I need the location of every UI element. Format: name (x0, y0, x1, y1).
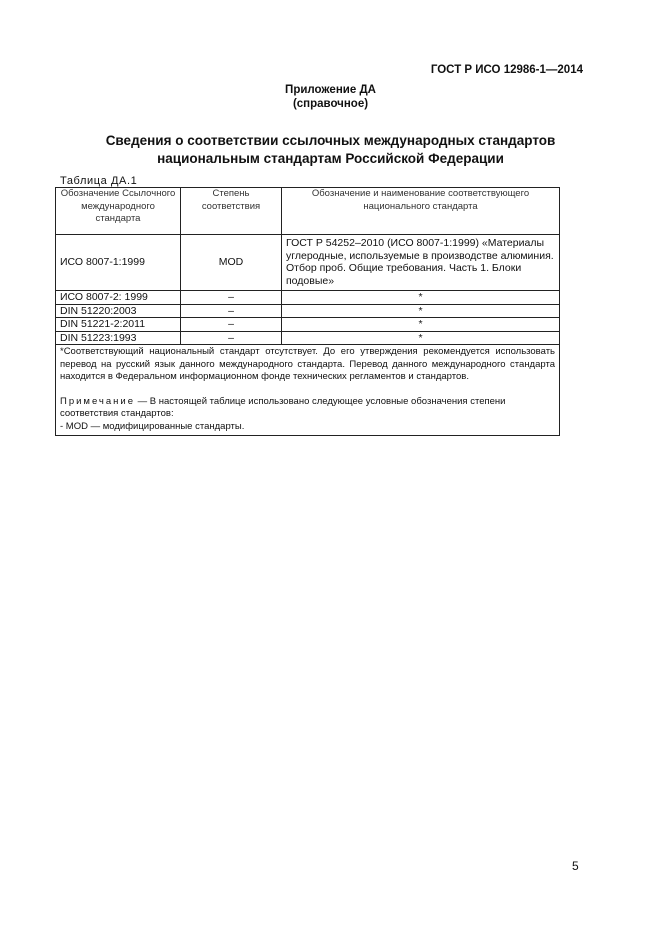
table-row (56, 235, 560, 291)
note-text: — В настоящей таблице использовано следующее условные обозначения степени соответствия стандартов: (60, 395, 506, 419)
table-row (56, 304, 560, 318)
international-standard-cell: DIN 51220:2003 (56, 304, 181, 318)
national-standard-cell: * (282, 304, 560, 318)
national-standard-cell: * (282, 318, 560, 332)
table-footnote: *Соответствующий национальный стандарт отсутствует. До его утверждения рекомендуется использовать перевод на русский язык данного международного стандарта. Перевод данного международного стандарта находится в Федеральном информационном фонде технических регламентов и стандартов. (60, 346, 555, 382)
page-title (0, 132, 661, 168)
international-standard-cell: DIN 51223:1993 (56, 331, 181, 345)
degree-cell: MOD (181, 235, 282, 291)
table-caption: Таблица ДА.1 (60, 175, 138, 187)
table-header-row (56, 188, 560, 235)
degree-cell: – (181, 318, 282, 332)
standards-table (55, 187, 560, 436)
appendix-title: Приложение ДА (285, 84, 376, 96)
page-number: 5 (572, 859, 579, 873)
table-row (56, 291, 560, 305)
table-note (60, 396, 555, 421)
header-national-standard: Обозначение и наименование соответствующего национального стандарта (282, 188, 560, 235)
national-standard-cell: * (282, 331, 560, 345)
international-standard-cell: ИСО 8007-2: 1999 (56, 291, 181, 305)
degree-cell: – (181, 291, 282, 305)
page-title-line-2: национальным стандартам Российской Федерации (157, 151, 504, 166)
table-row (56, 331, 560, 345)
header-international-standard: Обозначение Ссылочного международного стандарта (56, 188, 181, 235)
document-code: ГОСТ Р ИСО 12986-1—2014 (430, 64, 583, 76)
national-standard-cell: * (282, 291, 560, 305)
page-title-line-1: Сведения о соответствии ссылочных международных стандартов (105, 133, 556, 148)
degree-cell: – (181, 304, 282, 318)
degree-cell: – (181, 331, 282, 345)
appendix-subtitle: (справочное) (292, 98, 369, 110)
header-degree: Степень соответствия (181, 188, 282, 235)
note-item: - MOD — модифицированные стандарты. (60, 420, 245, 432)
national-standard-cell: ГОСТ Р 54252–2010 (ИСО 8007-1:1999) «Материалы углеродные, используемые в производстве алюминия. Отбор проб. Общие требования. Часть 1. Блоки подовые» (282, 235, 560, 291)
table-notes-row (56, 345, 560, 436)
international-standard-cell: DIN 51221-2:2011 (56, 318, 181, 332)
international-standard-cell: ИСО 8007-1:1999 (56, 235, 181, 291)
table-row (56, 318, 560, 332)
note-label: Примечание (60, 395, 135, 407)
table-notes-cell (56, 345, 560, 436)
appendix-heading (0, 83, 661, 111)
